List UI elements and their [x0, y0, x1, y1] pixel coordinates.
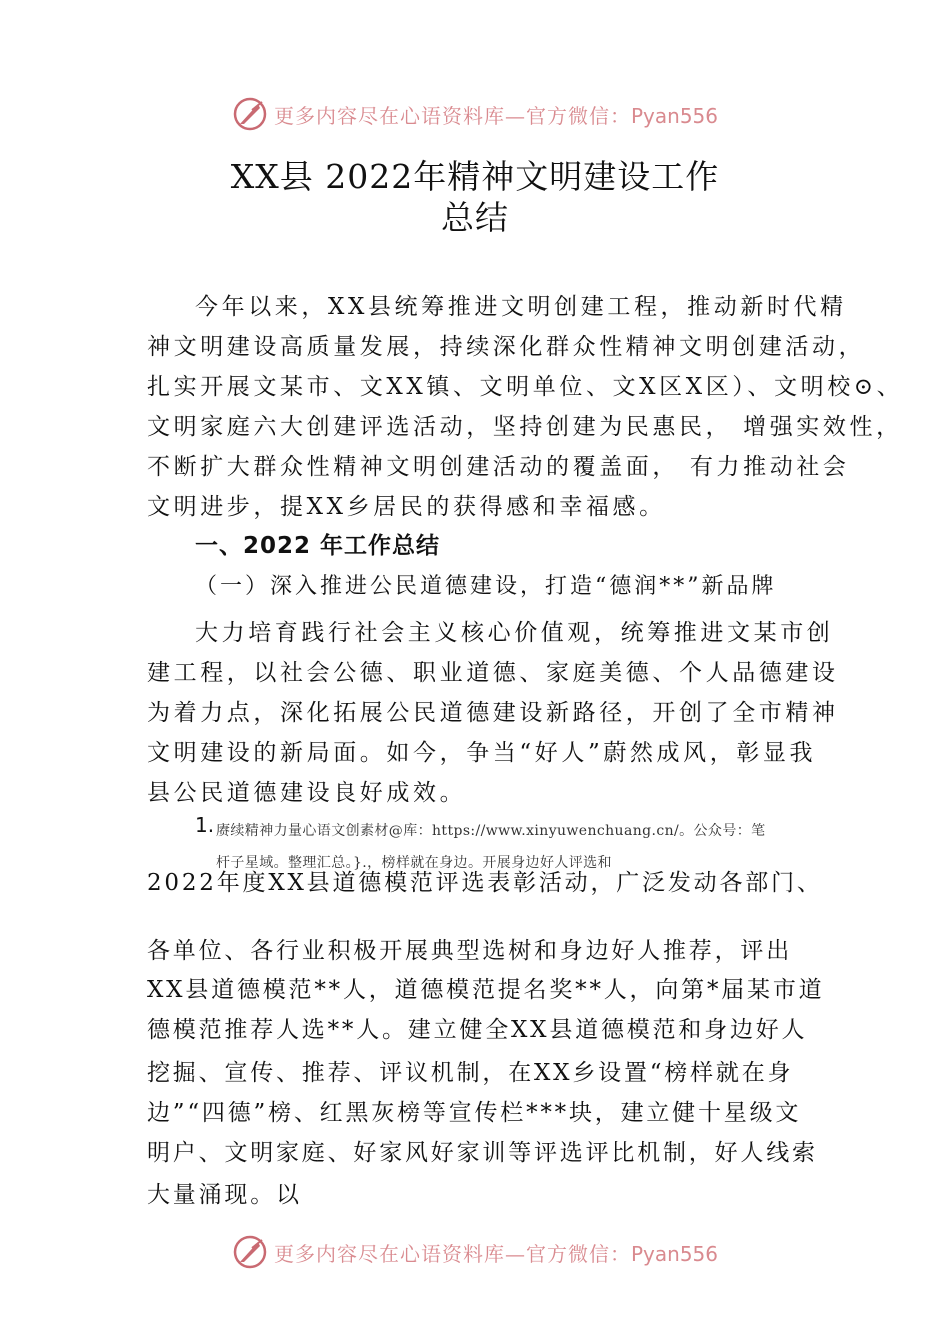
banner-text: 更多内容尽在心语资料库—官方微信：Pyan556 [273, 1241, 718, 1266]
paragraph-line: XX县道德模范**人，道德模范提名奖**人，向第*届某市道 [147, 977, 825, 1003]
banner-wechat-id: Pyan556 [630, 1241, 718, 1266]
paragraph-line: 文明家庭六大创建评选活动，坚持创建为民惠民， 增强实效性， [147, 414, 903, 440]
paragraph-line: 文明进步，提XX乡居民的获得感和幸福感。 [147, 494, 666, 520]
list-item-line: 赓续精神力量心语文创素材@库：https://www.xinyuwenchuang.cn/。公众号：笔 [216, 823, 766, 839]
paragraph-line: 神文明建设高质量发展，持续深化群众性精神文明创建活动， [147, 334, 866, 360]
paragraph-line: 县公民道德建设良好成效。 [147, 780, 467, 806]
paragraph-line: 建工程，以社会公德、职业道德、家庭美德、个人品德建设 [147, 660, 839, 686]
list-item-line: 杆子星域。整理汇总。}.，榜样就在身边。开展身边好人评选和 [216, 855, 612, 871]
paragraph-line: 不断扩大群众性精神文明创建活动的覆盖面， 有力推动社会 [147, 454, 850, 480]
paragraph-line: 各单位、各行业积极开展典型选树和身边好人推荐，评出 [147, 938, 792, 964]
banner-wechat-id: Pyan556 [630, 103, 718, 128]
footer-banner [0, 1232, 950, 1272]
paragraph-line: 大力培育践行社会主义核心价值观，统筹推进文某市创 [195, 620, 834, 646]
paragraph-line: 大量涌现。以 [147, 1182, 302, 1208]
header-banner [0, 94, 950, 134]
page-title-line2: 总结 [441, 198, 509, 237]
paragraph-line: 今年以来，XX县统筹推进文明创建工程，推动新时代精 [195, 294, 847, 320]
paragraph-line: 德模范推荐人选**人。建立健全XX县道德模范和身边好人 [147, 1017, 808, 1043]
paragraph-line: 挖掘、宣传、推荐、评议机制，在XX乡设置“榜样就在身 [147, 1060, 794, 1086]
page-title: XX县 2022年精神文明建设工作 [230, 157, 720, 196]
feather-pen-logo-icon [232, 96, 268, 132]
paragraph-line: 扎实开展文某市、文XX镇、文明单位、文X区X区）、文明校⊙、 [147, 374, 904, 400]
paragraph-line: 明户、文明家庭、好家风好家训等评选评比机制，好人线索 [147, 1140, 818, 1166]
feather-pen-logo-icon [232, 1234, 268, 1270]
paragraph-line: 文明建设的新局面。如今，争当“好人”蔚然成风，彰显我 [147, 740, 817, 766]
section-heading: 一、2022 年工作总结 [195, 533, 441, 559]
paragraph-line: 为着力点，深化拓展公民道德建设新路径，开创了全市精神 [147, 700, 839, 726]
banner-text: 更多内容尽在心语资料库—官方微信：Pyan556 [273, 103, 718, 128]
paragraph-line: 2022年度XX县道德模范评选表彰活动，广泛发动各部门、 [147, 870, 823, 896]
list-number: 1. [195, 813, 215, 837]
subsection-heading: （一）深入推进公民道德建设，打造“德润**”新品牌 [195, 574, 777, 599]
paragraph-line: 边”“四德”榜、红黑灰榜等宣传栏***块，建立健十星级文 [147, 1100, 802, 1126]
